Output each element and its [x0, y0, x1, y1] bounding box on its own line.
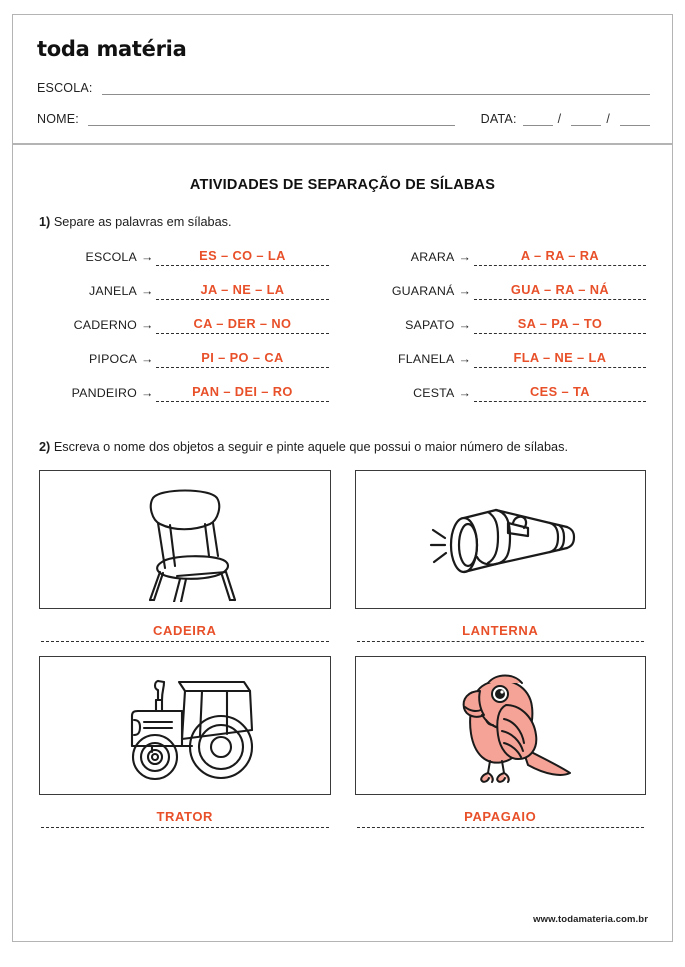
word-prompt: PANDEIRO [71, 386, 137, 401]
syllable-row [357, 312, 647, 334]
arrow-icon: → [141, 284, 154, 299]
worksheet-content [13, 145, 672, 828]
syllable-row [39, 244, 329, 266]
word-prompt: CESTA [413, 386, 455, 401]
exercise-1-instruction [39, 213, 646, 231]
syllable-answer-field[interactable]: FLA – NE – LA [474, 350, 646, 368]
exercise-1-instruction-text: Separe as palavras em sílabas. [53, 215, 232, 229]
picture-card [355, 470, 647, 642]
flashlight-figure-box [355, 470, 647, 609]
arrow-icon: → [458, 318, 471, 333]
syllable-answer-field[interactable]: JA – NE – LA [156, 282, 328, 300]
arrow-icon: → [141, 352, 154, 367]
picture-card-label[interactable]: PAPAGAIO [464, 808, 537, 824]
syllable-row [39, 346, 329, 368]
exercise-2-number: 2) [39, 440, 51, 455]
arrow-icon: → [458, 250, 471, 265]
syllable-row [357, 244, 647, 266]
picture-card [355, 656, 647, 828]
syllable-answer-field[interactable]: PAN – DEI – RO [156, 384, 328, 402]
tractor-illustration [82, 664, 287, 786]
school-field-row [37, 81, 650, 95]
school-label: ESCOLA: [37, 81, 93, 95]
exercise-1-number: 1) [39, 215, 51, 229]
picture-card-label[interactable]: CADEIRA [153, 622, 217, 638]
exercise-1-answers [39, 244, 646, 414]
footer-website: www.todamateria.com.br [533, 914, 648, 925]
syllable-row [39, 312, 329, 334]
arrow-icon: → [458, 284, 471, 299]
word-prompt: JANELA [88, 284, 137, 299]
flashlight-illustration [400, 483, 600, 595]
arrow-icon: → [458, 386, 471, 401]
syllable-answer-field[interactable]: CA – DER – NO [156, 316, 328, 334]
picture-card [39, 470, 331, 642]
syllable-answer-field[interactable]: CES – TA [474, 384, 646, 402]
arrow-icon: → [141, 386, 154, 401]
date-day-input-line[interactable] [523, 115, 553, 126]
brand-logo: toda matéria [37, 37, 187, 61]
exercise-1-left-column [39, 244, 329, 414]
word-prompt: PIPOCA [88, 352, 137, 367]
arrow-icon: → [141, 318, 154, 333]
page-header [13, 15, 672, 145]
date-year-input-line[interactable] [620, 115, 650, 126]
name-label: NOME: [37, 112, 79, 126]
exercise-2-instruction [39, 438, 646, 456]
word-prompt: ARARA [410, 250, 455, 265]
syllable-answer-field[interactable]: PI – PO – CA [156, 350, 328, 368]
syllable-row [39, 380, 329, 402]
syllable-answer-field[interactable]: GUA – RA – NÁ [474, 282, 646, 300]
date-month-input-line[interactable] [571, 115, 601, 126]
word-prompt: FLANELA [398, 352, 455, 367]
picture-card-label[interactable]: LANTERNA [462, 622, 539, 638]
parrot-illustration [418, 661, 583, 789]
picture-card-label[interactable]: TRATOR [156, 808, 214, 824]
syllable-row [357, 346, 647, 368]
page-title: ATIVIDADES DE SEPARAÇÃO DE SÍLABAS [189, 177, 496, 193]
syllable-row [39, 278, 329, 300]
arrow-icon: → [141, 250, 154, 265]
word-prompt: CADERNO [73, 318, 137, 333]
picture-card-answer-line[interactable] [41, 641, 329, 642]
chair-illustration [110, 476, 260, 602]
worksheet-page [12, 14, 673, 942]
picture-card-answer-line[interactable] [41, 827, 329, 828]
word-prompt: SAPATO [405, 318, 455, 333]
date-separator-2: / [606, 112, 610, 126]
syllable-answer-field[interactable]: SA – PA – TO [474, 316, 646, 334]
picture-card [39, 656, 331, 828]
parrot-figure-box [355, 656, 647, 795]
school-input-line[interactable] [102, 84, 650, 95]
arrow-icon: → [458, 352, 471, 367]
word-prompt: ESCOLA [85, 250, 137, 265]
syllable-answer-field[interactable]: A – RA – RA [474, 248, 646, 266]
picture-card-answer-line[interactable] [357, 827, 645, 828]
date-label: DATA: [480, 112, 517, 126]
date-separator-1: / [557, 112, 562, 126]
name-date-field-row [37, 112, 650, 126]
chair-figure-box [39, 470, 331, 609]
picture-card-answer-line[interactable] [357, 641, 645, 642]
exercise-1-right-column [357, 244, 647, 414]
tractor-figure-box [39, 656, 331, 795]
exercise-2-instruction-text: Escreva o nome dos objetos a seguir e pinte aquele que possui o maior número de sílabas. [53, 440, 568, 455]
exercise-2-cards [39, 470, 646, 828]
word-prompt: GUARANÁ [391, 284, 455, 299]
name-input-line[interactable] [88, 115, 455, 126]
syllable-row [357, 278, 647, 300]
syllable-row [357, 380, 647, 402]
syllable-answer-field[interactable]: ES – CO – LA [156, 248, 328, 266]
